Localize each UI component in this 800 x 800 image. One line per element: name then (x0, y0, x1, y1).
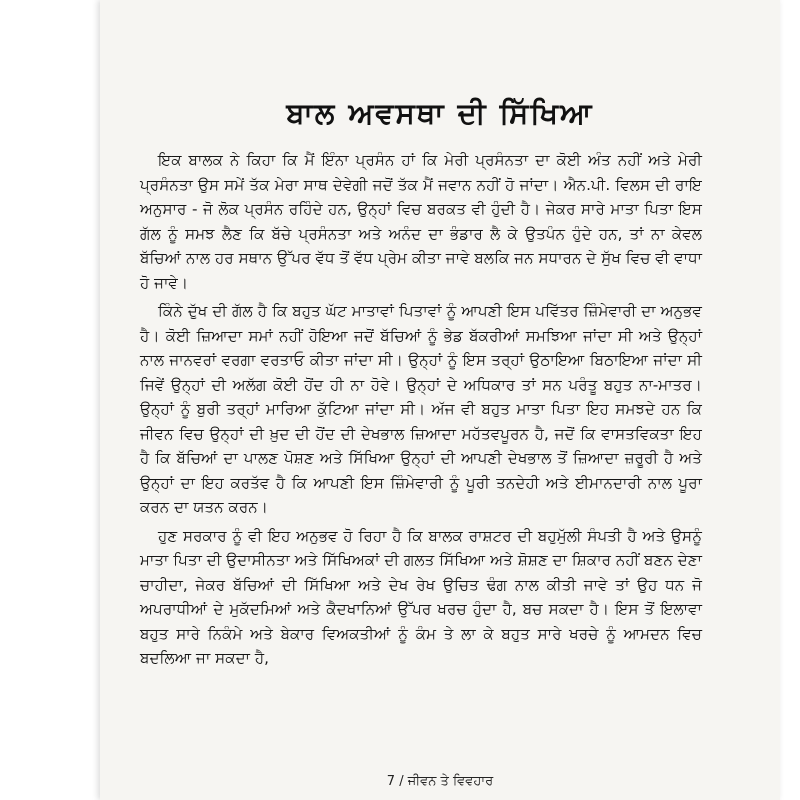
paragraph-1: ਇਕ ਬਾਲਕ ਨੇ ਕਿਹਾ ਕਿ ਮੈਂ ਇੰਨਾ ਪ੍ਰਸੰਨ ਹਾਂ ਕਿ ਮੇਰੀ ਪ੍ਰਸੰਨਤਾ ਦਾ ਕੋਈ ਅੰਤ ਨਹੀਂ ਅਤੇ ਮੇਰੀ ਪ੍ਰਸੰਨਤਾ ਉਸ ਸਮੇਂ ਤੱਕ ਮੇਰਾ ਸਾਥ ਦੇਵੇਗੀ ਜਦੋਂ ਤੱਕ ਮੈਂ ਜਵਾਨ ਨਹੀਂ ਹੋ ਜਾਂਦਾ। ਐਨ.ਪੀ. ਵਿਲਸ ਦੀ ਰਾਇ ਅਨੁਸਾਰ - ਜੋ ਲੋਕ ਪ੍ਰਸੰਨ ਰਹਿੰਦੇ ਹਨ, ਉਨ੍ਹਾਂ ਵਿਚ ਬਰਕਤ ਵੀ ਹੁੰਦੀ ਹੈ। ਜੇਕਰ ਸਾਰੇ ਮਾਤਾ ਪਿਤਾ ਇਸ ਗੱਲ ਨੂੰ ਸਮਝ ਲੈਣ ਕਿ ਬੱਚੇ ਪ੍ਰਸੰਨਤਾ ਅਤੇ ਅਨੰਦ ਦਾ ਭੰਡਾਰ ਲੈ ਕੇ ਉਤਪੰਨ ਹੁੰਦੇ ਹਨ, ਤਾਂ ਨਾ ਕੇਵਲ ਬੱਚਿਆਂ ਨਾਲ ਹਰ ਸਥਾਨ ਉੱਪਰ ਵੱਧ ਤੋਂ ਵੱਧ ਪ੍ਰੇਮ ਕੀਤਾ ਜਾਵੇ ਬਲਕਿ ਜਨ ਸਧਾਰਨ ਦੇ ਸੁੱਖ ਵਿਚ ਵੀ ਵਾਧਾ ਹੋ ਜਾਵੇ। (140, 151, 702, 292)
page-footer: 7 / ਜੀਵਨ ਤੇ ਵਿਵਹਾਰ (386, 774, 494, 789)
book-page (100, 0, 780, 800)
page-title: ਬਾਲ ਅਵਸਥਾ ਦੀ ਸਿੱਖਿਆ (286, 96, 594, 130)
paragraph-3: ਹੁਣ ਸਰਕਾਰ ਨੂੰ ਵੀ ਇਹ ਅਨੁਭਵ ਹੋ ਰਿਹਾ ਹੈ ਕਿ ਬਾਲਕ ਰਾਸ਼ਟਰ ਦੀ ਬਹੁਮੁੱਲੀ ਸੰਪਤੀ ਹੈ ਅਤੇ ਉਸਨੂੰ ਮਾਤਾ ਪਿਤਾ ਦੀ ਉਦਾਸੀਨਤਾ ਅਤੇ ਸਿੱਖਿਅਕਾਂ ਦੀ ਗਲਤ ਸਿੱਖਿਆ ਅਤੇ ਸ਼ੋਸ਼ਣ ਦਾ ਸ਼ਿਕਾਰ ਨਹੀਂ ਬਣਨ ਦੇਣਾ ਚਾਹੀਦਾ, ਜੇਕਰ ਬੱਚਿਆਂ ਦੀ ਸਿੱਖਿਆ ਅਤੇ ਦੇਖ ਰੇਖ ਉਚਿਤ ਢੰਗ ਨਾਲ ਕੀਤੀ ਜਾਵੇ ਤਾਂ ਉਹ ਧਨ ਜੋ ਅਪਰਾਧੀਆਂ ਦੇ ਮੁਕੱਦਮਿਆਂ ਅਤੇ ਕੈਦਖਾਨਿਆਂ ਉੱਪਰ ਖਰਚ ਹੁੰਦਾ ਹੈ, ਬਚ ਸਕਦਾ ਹੈ। ਇਸ ਤੋਂ ਇਲਾਵਾ ਬਹੁਤ ਸਾਰੇ ਨਿਕੰਮੇ ਅਤੇ ਬੇਕਾਰ ਵਿਅਕਤੀਆਂ ਨੂੰ ਕੰਮ ਤੇ ਲਾ ਕੇ ਬਹੁਤ ਸਾਰੇ ਖਰਚੇ ਨੂੰ ਆਮਦਨ ਵਿਚ ਬਦਲਿਆ ਜਾ ਸਕਦਾ ਹੈ, (140, 526, 703, 667)
paragraph-2: ਕਿੰਨੇ ਦੁੱਖ ਦੀ ਗੱਲ ਹੈ ਕਿ ਬਹੁਤ ਘੱਟ ਮਾਤਾਵਾਂ ਪਿਤਾਵਾਂ ਨੂੰ ਆਪਣੀ ਇਸ ਪਵਿੱਤਰ ਜ਼ਿੰਮੇਵਾਰੀ ਦਾ ਅਨੁਭਵ ਹੈ। ਕੋਈ ਜ਼ਿਆਦਾ ਸਮਾਂ ਨਹੀਂ ਹੋਇਆ ਜਦੋਂ ਬੱਚਿਆਂ ਨੂੰ ਭੇਡ ਬੱਕਰੀਆਂ ਸਮਝਿਆ ਜਾਂਦਾ ਸੀ ਅਤੇ ਉਨ੍ਹਾਂ ਨਾਲ ਜਾਨਵਰਾਂ ਵਰਗਾ ਵਰਤਾਓ ਕੀਤਾ ਜਾਂਦਾ ਸੀ। ਉਨ੍ਹਾਂ ਨੂੰ ਇਸ ਤਰ੍ਹਾਂ ਉਠਾਇਆ ਬਿਠਾਇਆ ਜਾਂਦਾ ਸੀ ਜਿਵੇਂ ਉਨ੍ਹਾਂ ਦੀ ਅਲੱਗ ਕੋਈ ਹੋਂਦ ਹੀ ਨਾ ਹੋਵੇ। ਉਨ੍ਹਾਂ ਦੇ ਅਧਿਕਾਰ ਤਾਂ ਸਨ ਪਰੰਤੂ ਬਹੁਤ ਨਾ-ਮਾਤਰ। ਉਨ੍ਹਾਂ ਨੂੰ ਬੁਰੀ ਤਰ੍ਹਾਂ ਮਾਰਿਆ ਕੁੱਟਿਆ ਜਾਂਦਾ ਸੀ। ਅੱਜ ਵੀ ਬਹੁਤ ਮਾਤਾ ਪਿਤਾ ਇਹ ਸਮਝਦੇ ਹਨ ਕਿ ਜੀਵਨ ਵਿਚ ਉਨ੍ਹਾਂ ਦੀ ਖ਼ੁਦ ਦੀ ਹੋਂਦ ਦੀ ਦੇਖਭਾਲ ਜ਼ਿਆਦਾ ਮਹੱਤਵਪੂਰਨ ਹੈ, ਜਦੋਂ ਕਿ ਵਾਸਤਵਿਕਤਾ ਇਹ ਹੈ ਕਿ ਬੱਚਿਆਂ ਦਾ ਪਾਲਣ ਪੋਸ਼ਣ ਅਤੇ ਸਿੱਖਿਆ ਉਨ੍ਹਾਂ ਦੀ ਆਪਣੀ ਦੇਖਭਾਲ ਤੋਂ ਜ਼ਿਆਦਾ ਜ਼ਰੂਰੀ ਹੈ ਅਤੇ ਉਨ੍ਹਾਂ ਦਾ ਇਹ ਕਰਤੱਵ ਹੈ ਕਿ ਆਪਣੀ ਇਸ ਜ਼ਿੰਮੇਵਾਰੀ ਨੂੰ ਪੂਰੀ ਤਨਦੇਹੀ ਅਤੇ ਈਮਾਨਦਾਰੀ ਨਾਲ ਪੂਰਾ ਕਰਨ ਦਾ ਯਤਨ ਕਰਨ। (140, 302, 702, 516)
body-text (140, 148, 702, 675)
